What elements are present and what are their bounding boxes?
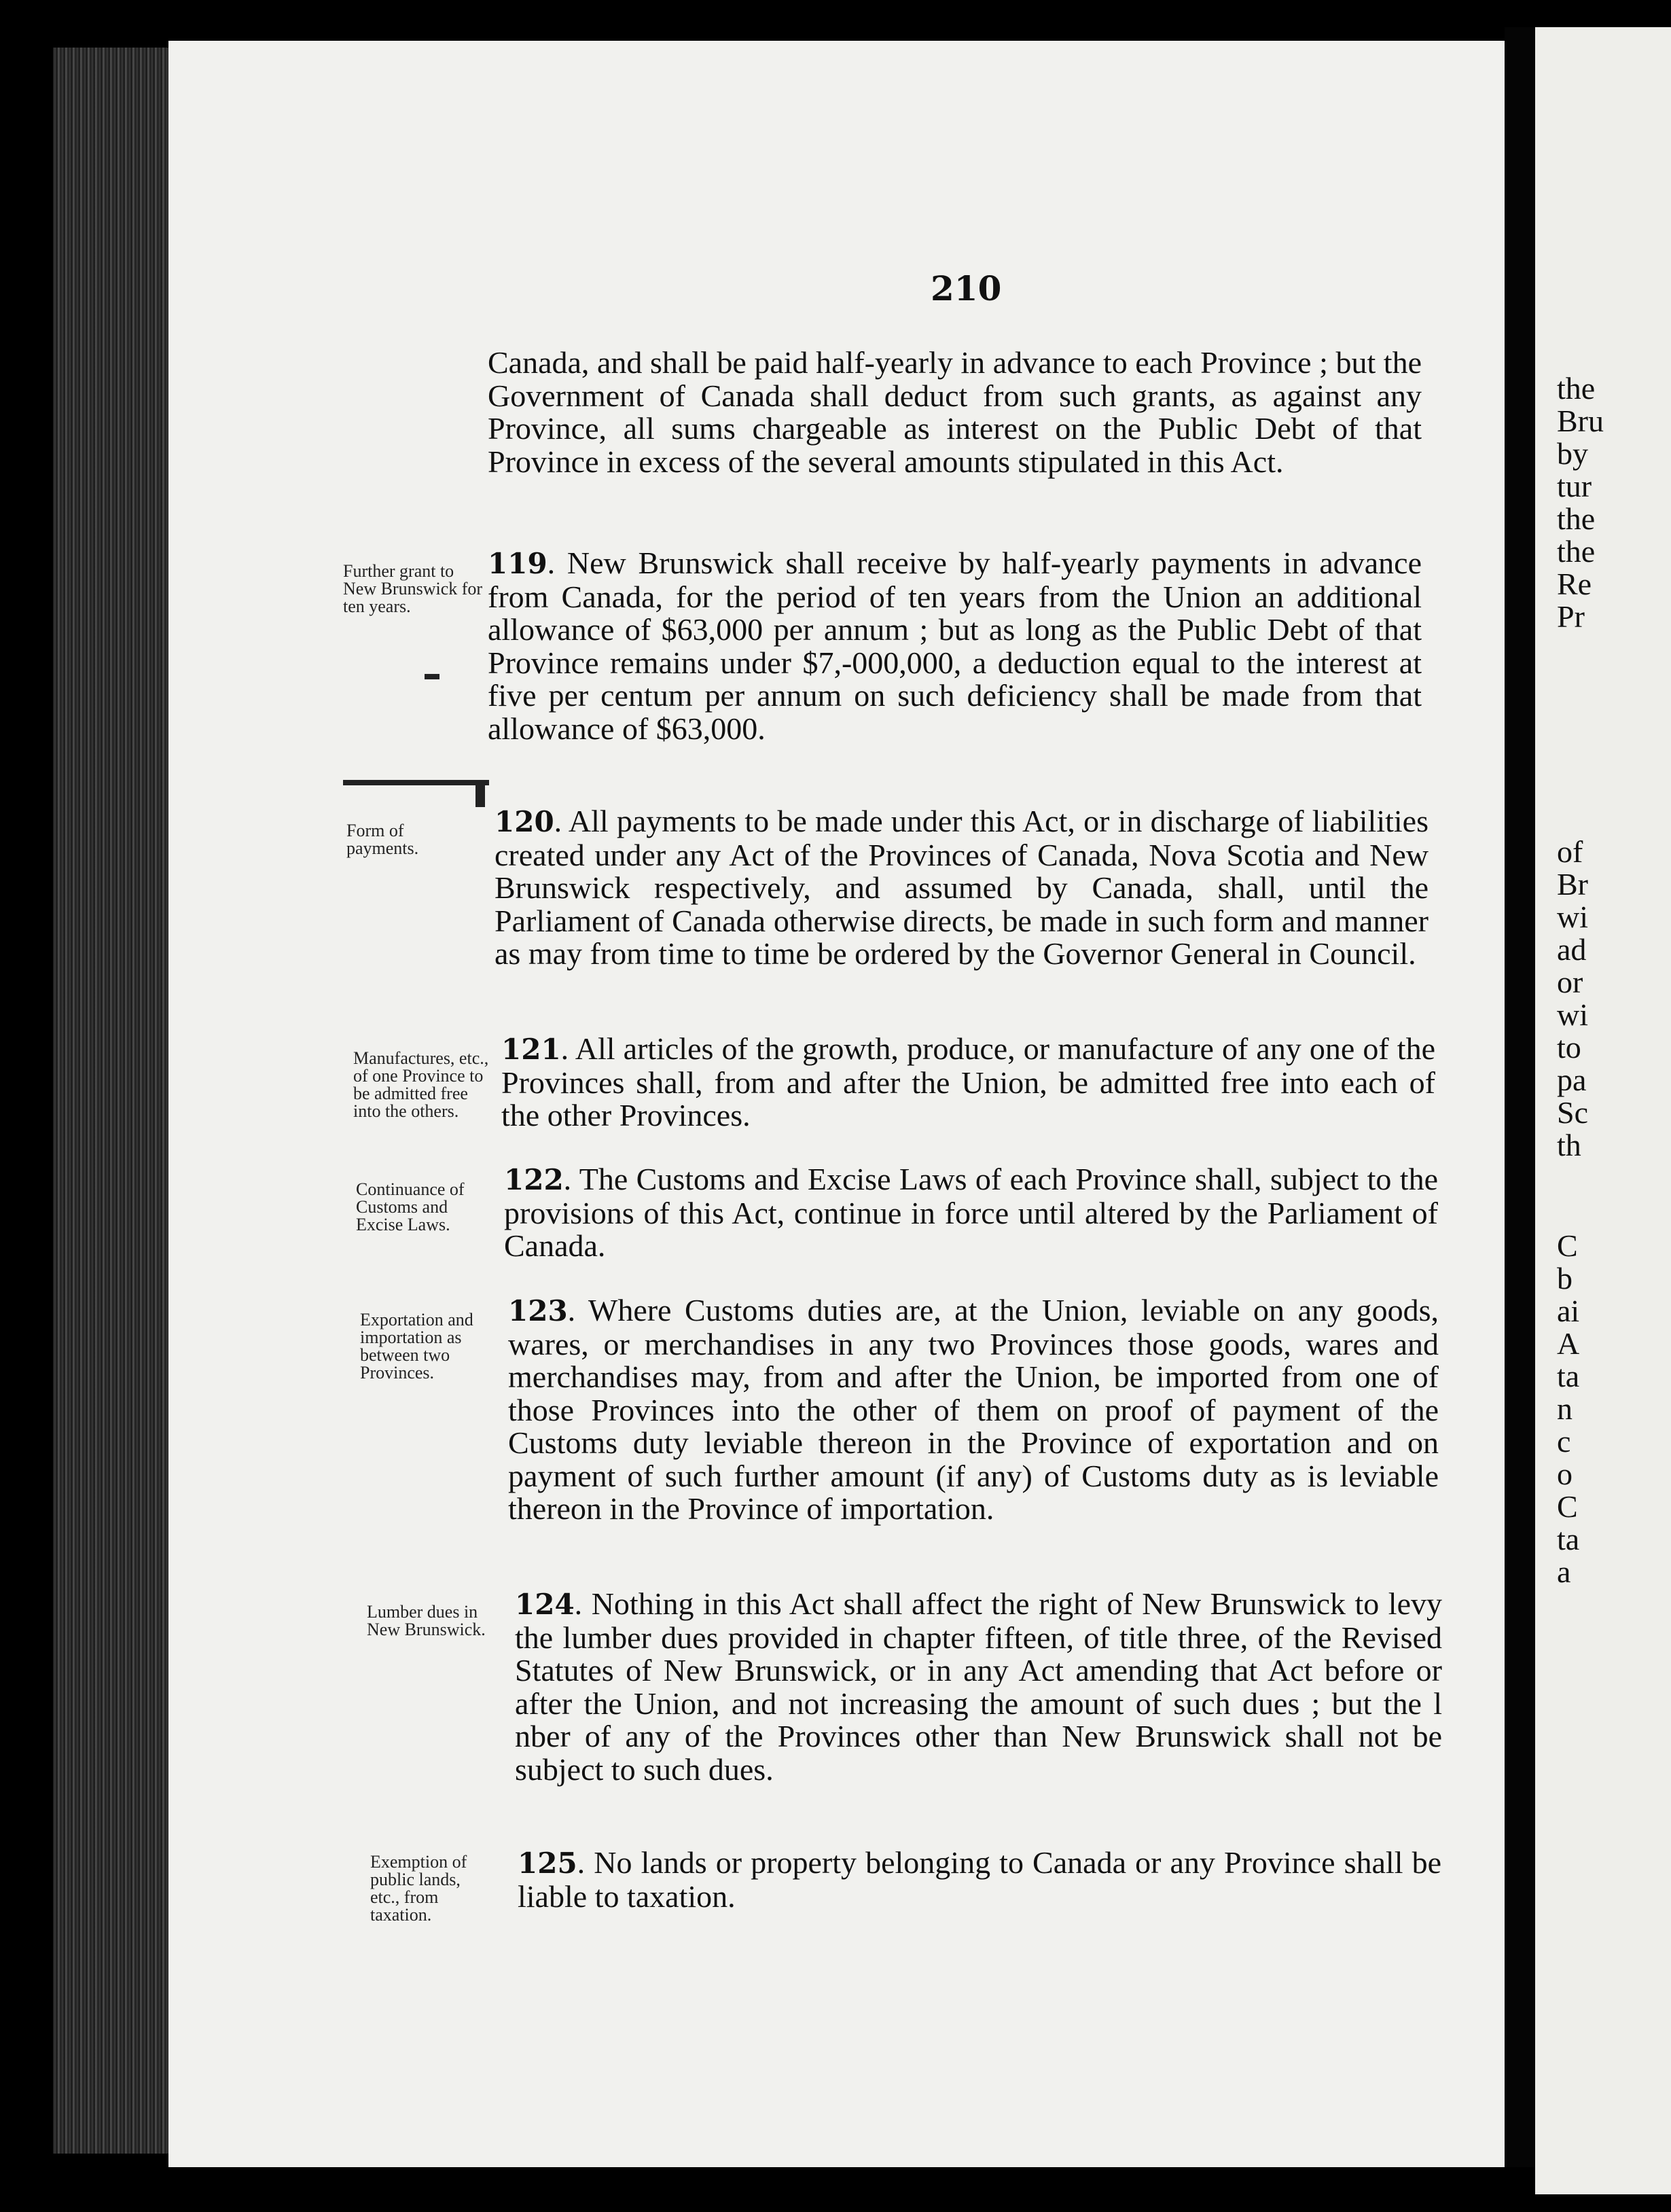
section-text-119: New Brunswick shall receive by half-yearly payments in advance from Canada, for the period of ten years from the Union an additional allowance of $63,000 per annum ; but as long as the Public Debt of that Province remains under $7,-000,000, a deduction equal to the interest at five per centum per annum on such deficiency shall be made from that allowance of $63,000. bbox=[488, 546, 1422, 746]
section-text-124: Nothing in this Act shall affect the right of New Brunswick to levy the lumber dues provided in chapter fifteen, of title three, of the Revised Statutes of New Brunswick, or in any Act amending that Act before or after the Union, and not increasing the amount of such dues ; but the l nber of any of the Provinces other than New Brunswick shall not be subject to such dues. bbox=[515, 1586, 1442, 1787]
right-page-fragment: pa bbox=[1557, 1063, 1587, 1097]
section-text-122: The Customs and Excise Laws of each Province shall, subject to the provisions of this Act, continue in force until altered by the Parliament of Canada. bbox=[504, 1162, 1438, 1263]
right-page-fragment: ai bbox=[1557, 1294, 1580, 1328]
section-number-120: 120 bbox=[495, 805, 554, 838]
right-page-fragment: Pr bbox=[1557, 599, 1585, 634]
section-120: 120. All payments to be made under this Act, or in discharge of liabilities created under any Act of the Provinces of Canada, Nova Scotia and New Brunswick respectively, and assumed by Canada, shall, until the Parliament of Canada otherwise directs, be made in such form and manner as may from time to time be ordered by the Governor General in Council. bbox=[495, 804, 1429, 971]
section-number-121: 121 bbox=[501, 1033, 561, 1066]
right-page-fragment: Bru bbox=[1557, 404, 1604, 438]
continuation-paragraph: Canada, and shall be paid half-yearly in advance to each Province ; but the Government of Canada shall deduct from such grants, as against any Province, all sums chargeable as interest on the Public Debt of that Province in excess of the several amounts stipulated in this Act. bbox=[488, 345, 1422, 479]
section-text-125: No lands or property belonging to Canada or any Province shall be liable to taxation. bbox=[518, 1845, 1441, 1914]
right-page-fragment: th bbox=[1557, 1128, 1581, 1162]
right-page-fragment: C bbox=[1557, 1489, 1578, 1524]
right-page-fragment: or bbox=[1557, 965, 1583, 999]
page-gutter bbox=[1505, 27, 1535, 2167]
section-number-122: 122 bbox=[504, 1163, 564, 1196]
margin-note-124: Lumber dues in New Brunswick. bbox=[367, 1602, 486, 1639]
section-text-121: All articles of the growth, produce, or manufacture of any one of the Provinces shall, from and after the Union, be admitted free into each of the other Provinces. bbox=[501, 1031, 1435, 1132]
right-page-fragment: wi bbox=[1557, 997, 1588, 1032]
right-page-fragment: by bbox=[1557, 436, 1588, 471]
right-page-fragment: of bbox=[1557, 834, 1583, 869]
right-page-fragment: the bbox=[1557, 501, 1596, 536]
page-edges bbox=[53, 48, 168, 2154]
section-number-123: 123 bbox=[508, 1294, 568, 1327]
margin-note-122: Continuance of Customs and Excise Laws. bbox=[356, 1179, 465, 1234]
right-page-fragment: tur bbox=[1557, 469, 1592, 503]
margin-note-121: Manufactures, etc., of one Province to be admitted free into the others. bbox=[353, 1048, 489, 1121]
right-page-fragment: Sc bbox=[1557, 1095, 1588, 1130]
margin-note-125: Exemption of public lands, etc., from taxation. bbox=[370, 1852, 467, 1925]
section-124: 124. Nothing in this Act shall affect the right of New Brunswick to levy the lumber dues provided in chapter fifteen, of title three, of the Revised Statutes of New Brunswick, or in any Act amending that Act before or after the Union, and not increasing the amount of such dues ; but the l nber of any of the Provinces other than New Brunswick shall not be subject to such dues. bbox=[515, 1586, 1442, 1787]
section-text-123: Where Customs duties are, at the Union, leviable on any goods, wares, or merchandises in any two Provinces those goods, wares and merchandises may, from and after the Union, be imported from one of those Provinces into the other of them on proof of payment of the Customs duty leviable thereon in the Province of exportation and on payment of such further amount (if any) of Customs duty as is leviable thereon in the Province of importation. bbox=[508, 1293, 1439, 1526]
section-number-125: 125 bbox=[518, 1847, 577, 1880]
margin-note-120: Form of payments. bbox=[346, 821, 419, 858]
page-number: 210 bbox=[931, 268, 1002, 308]
section-number-119: 119 bbox=[488, 547, 547, 580]
section-121: 121. All articles of the growth, produce, or manufacture of any one of the Provinces shall, from and after the Union, be admitted free into each of the other Provinces. bbox=[501, 1031, 1435, 1132]
print-smudge bbox=[425, 674, 439, 679]
section-123: 123. Where Customs duties are, at the Union, leviable on any goods, wares, or merchandises in any two Provinces those goods, wares and merchandises may, from and after the Union, be imported from one of those Provinces into the other of them on proof of payment of the Customs duty leviable thereon in the Province of exportation and on payment of such further amount (if any) of Customs duty as is leviable thereon in the Province of importation. bbox=[508, 1293, 1439, 1526]
right-page-fragment: C bbox=[1557, 1228, 1578, 1263]
right-page-fragment: A bbox=[1557, 1326, 1580, 1361]
right-page-fragment: o bbox=[1557, 1457, 1573, 1491]
print-smudge bbox=[475, 780, 485, 807]
right-page-fragment: Br bbox=[1557, 867, 1588, 902]
right-page-fragment: ta bbox=[1557, 1522, 1580, 1556]
right-page-fragment: the bbox=[1557, 534, 1596, 569]
right-page-fragment: ad bbox=[1557, 932, 1587, 967]
right-page-fragment: ta bbox=[1557, 1359, 1580, 1393]
margin-note-119: Further grant to New Brunswick for ten years. bbox=[343, 561, 483, 616]
right-page-fragment: to bbox=[1557, 1030, 1581, 1065]
section-125: 125. No lands or property belonging to Canada or any Province shall be liable to taxation. bbox=[518, 1845, 1441, 1914]
section-119: 119. New Brunswick shall receive by half-yearly payments in advance from Canada, for the period of ten years from the Union an additional allowance of $63,000 per annum ; but as long as the Public Debt of that Province remains under $7,-000,000, a deduction equal to the interest at five per centum per annum on such deficiency shall be made from that allowance of $63,000. bbox=[488, 546, 1422, 746]
section-122: 122. The Customs and Excise Laws of each Province shall, subject to the provisions of this Act, continue in force until altered by the Parliament of Canada. bbox=[504, 1162, 1438, 1263]
section-text-120: All payments to be made under this Act, or in discharge of liabilities created under any Act of the Provinces of Canada, Nova Scotia and New Brunswick respectively, and assumed by Canada, shall, until the Parliament of Canada otherwise directs, be made in such form and manner as may from time to time be ordered by the Governor General in Council. bbox=[495, 804, 1429, 971]
right-page-fragment: the bbox=[1557, 371, 1596, 406]
section-number-124: 124 bbox=[515, 1588, 575, 1621]
right-page-fragment: n bbox=[1557, 1391, 1573, 1426]
right-page bbox=[1535, 27, 1671, 2194]
right-page-fragment: wi bbox=[1557, 899, 1588, 934]
right-page-fragment: c bbox=[1557, 1424, 1571, 1459]
right-page-fragment: b bbox=[1557, 1261, 1573, 1296]
margin-note-123: Exportation and importation as between two Provinces. bbox=[360, 1310, 473, 1382]
right-page-fragment: Re bbox=[1557, 567, 1592, 601]
print-smudge bbox=[343, 780, 489, 785]
right-page-fragment: a bbox=[1557, 1554, 1571, 1589]
